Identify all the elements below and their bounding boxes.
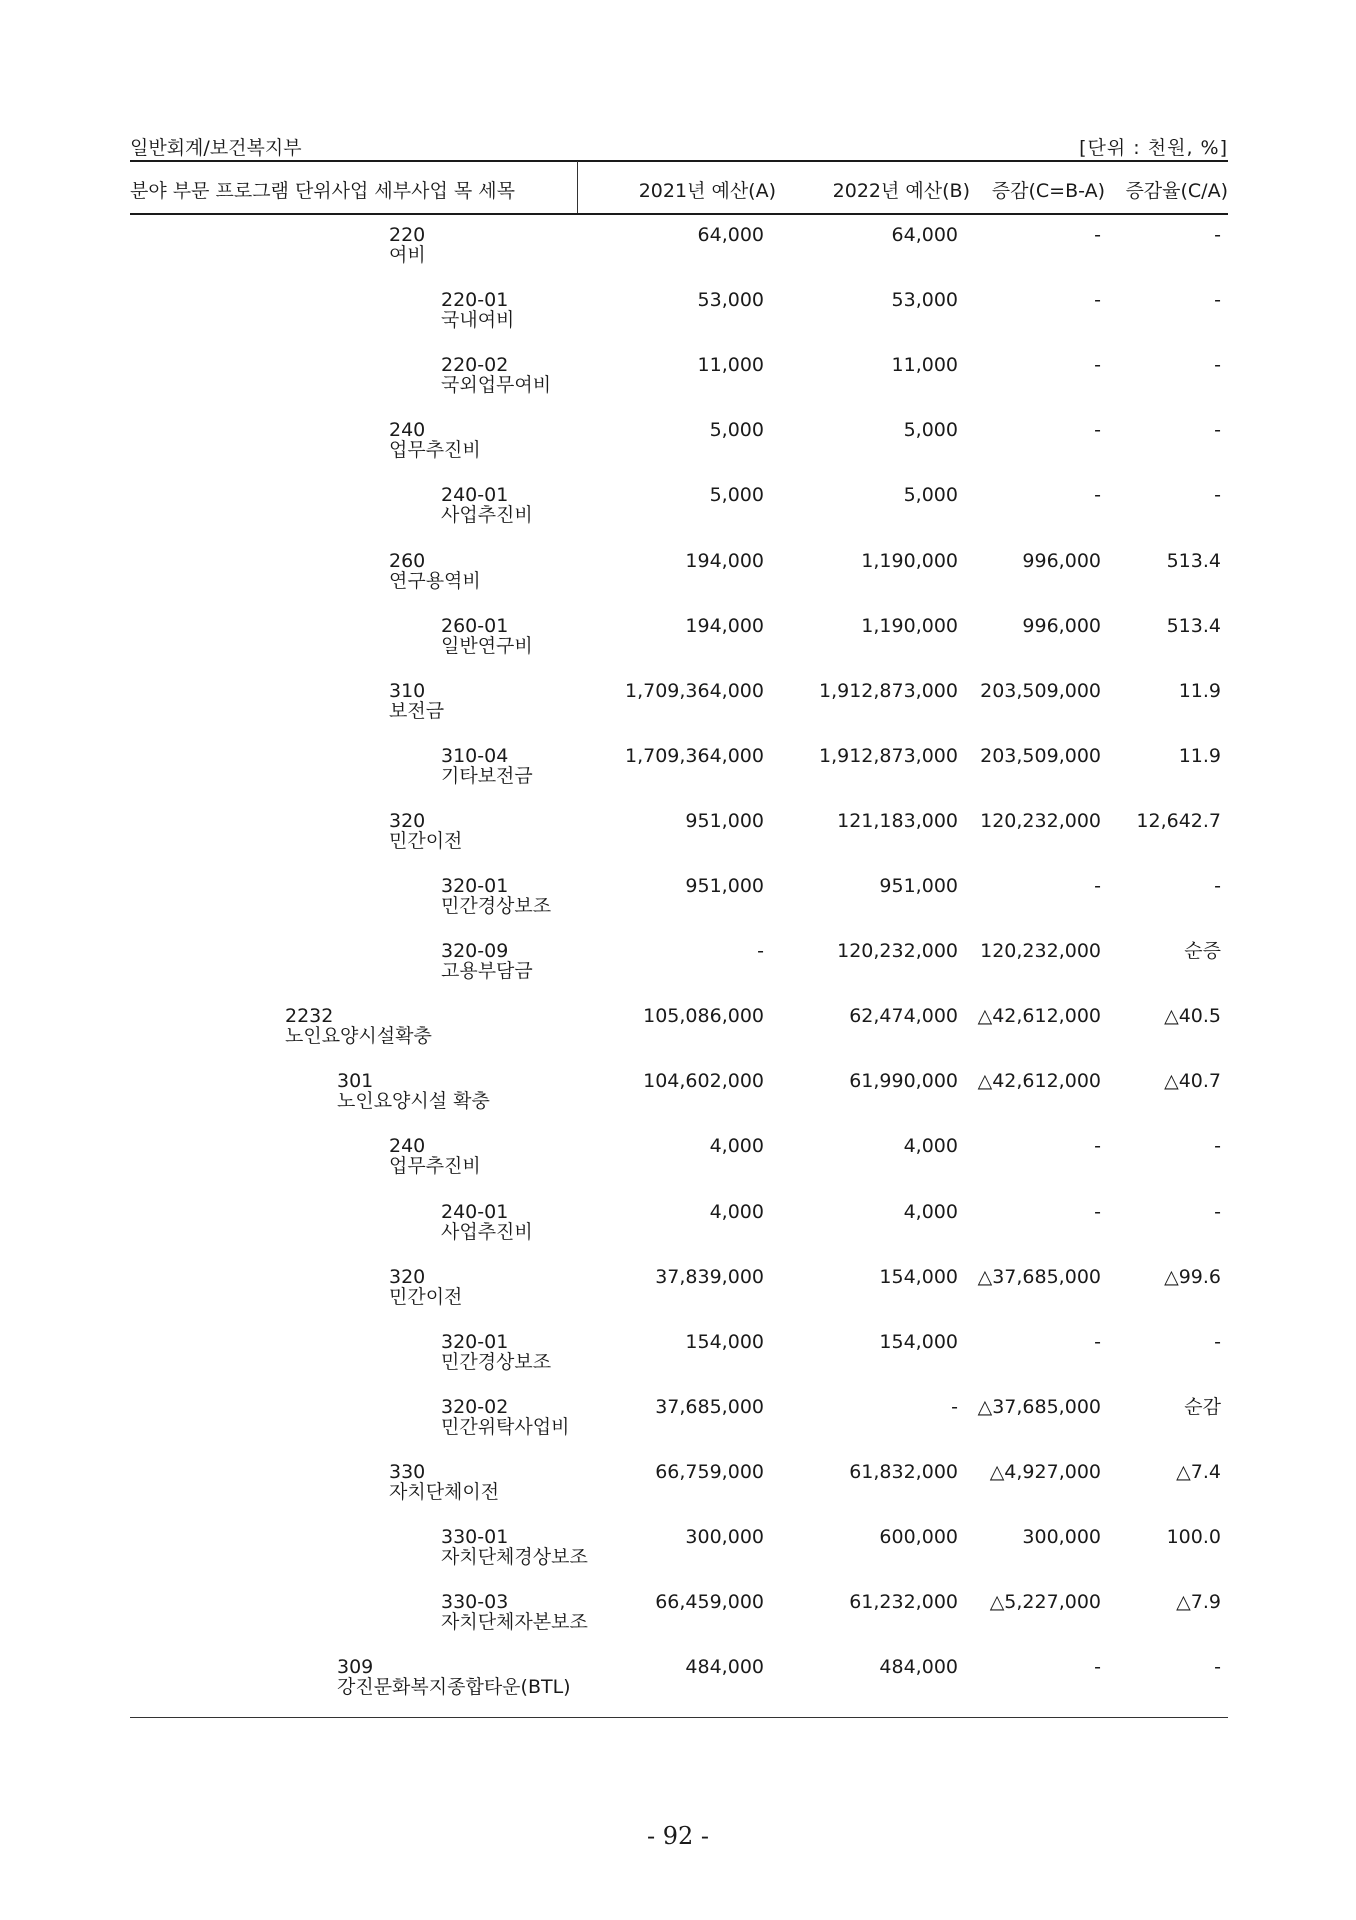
row-name: 업무추진비 [389,439,481,461]
row-change: 996,000 [1022,615,1101,637]
table-row [0,1006,1356,1056]
table-row [0,485,1356,535]
table-row [0,355,1356,405]
row-change: △37,685,000 [977,1266,1101,1288]
row-change-rate: - [1214,1201,1221,1223]
table-row [0,876,1356,926]
row-budget-2022: 154,000 [879,1331,958,1353]
table-row [0,681,1356,731]
table-row [0,225,1356,275]
row-change: 120,232,000 [980,810,1101,832]
row-name: 민간이전 [389,1286,463,1308]
row-budget-2021: 4,000 [709,1201,764,1223]
row-code: 320 [389,810,426,832]
row-budget-2021: 11,000 [697,354,764,376]
row-budget-2021: 104,602,000 [643,1070,764,1092]
row-budget-2022: 64,000 [891,224,958,246]
table-row [0,616,1356,666]
row-budget-2022: 600,000 [879,1526,958,1548]
table-row [0,1657,1356,1707]
row-change-rate: 순감 [1184,1396,1221,1418]
row-code: 320-09 [441,940,509,962]
row-budget-2021: 951,000 [685,810,764,832]
row-change-rate: 513.4 [1166,615,1221,637]
row-code: 240-01 [441,484,509,506]
row-budget-2022: 61,232,000 [849,1591,958,1613]
row-change-rate: - [1214,224,1221,246]
row-change-rate: △40.7 [1164,1070,1221,1092]
row-budget-2022: 61,990,000 [849,1070,958,1092]
row-change-rate: - [1214,1331,1221,1353]
row-budget-2021: 4,000 [709,1135,764,1157]
row-change-rate: 11.9 [1178,745,1221,767]
row-name: 기타보전금 [441,765,533,787]
column-header-category: 분야 부문 프로그램 단위사업 세부사업 목 세목 [130,180,515,202]
row-code: 2232 [285,1005,334,1027]
row-budget-2021: 66,759,000 [655,1461,764,1483]
row-code: 240-01 [441,1201,509,1223]
row-change: - [1094,875,1101,897]
row-budget-2021: 64,000 [697,224,764,246]
header-rule [130,213,1228,215]
row-budget-2022: 951,000 [879,875,958,897]
row-budget-2022: 4,000 [903,1135,958,1157]
row-name: 자치단체경상보조 [441,1546,588,1568]
row-change: 203,509,000 [980,680,1101,702]
row-change: - [1094,1135,1101,1157]
table-row [0,551,1356,601]
row-name: 사업추진비 [441,1221,533,1243]
row-budget-2022: 53,000 [891,289,958,311]
table-row [0,1592,1356,1642]
top-rule [130,160,1228,162]
row-budget-2022: 61,832,000 [849,1461,958,1483]
row-name: 연구용역비 [389,570,481,592]
page-number: - 92 - [646,1822,709,1850]
row-name: 민간위탁사업비 [441,1416,570,1438]
row-budget-2021: 154,000 [685,1331,764,1353]
row-change-rate: - [1214,354,1221,376]
row-budget-2021: 484,000 [685,1656,764,1678]
row-change: - [1094,354,1101,376]
row-name: 민간경상보조 [441,1351,552,1373]
row-change-rate: - [1214,289,1221,311]
row-budget-2021: 194,000 [685,550,764,572]
column-header-2021: 2021년 예산(A) [638,180,776,202]
row-change-rate: - [1214,1135,1221,1157]
table-row [0,941,1356,991]
row-change-rate: - [1214,1656,1221,1678]
row-budget-2022: - [951,1396,958,1418]
row-name: 사업추진비 [441,504,533,526]
row-budget-2021: 1,709,364,000 [624,745,764,767]
row-code: 309 [337,1656,374,1678]
bottom-rule [130,1717,1228,1718]
column-header-rate: 증감율(C/A) [1125,180,1228,202]
row-budget-2022: 121,183,000 [837,810,958,832]
row-name: 민간이전 [389,830,463,852]
row-name: 여비 [389,244,426,266]
row-change-rate: 513.4 [1166,550,1221,572]
row-code: 220-02 [441,354,509,376]
row-change: 300,000 [1022,1526,1101,1548]
row-budget-2021: 5,000 [709,484,764,506]
row-budget-2021: 37,685,000 [655,1396,764,1418]
row-name: 국외업무여비 [441,374,552,396]
row-name: 민간경상보조 [441,895,552,917]
row-budget-2022: 1,190,000 [861,550,958,572]
row-change: - [1094,1331,1101,1353]
row-code: 260 [389,550,426,572]
row-code: 330-01 [441,1526,509,1548]
table-row [0,811,1356,861]
row-budget-2022: 120,232,000 [837,940,958,962]
table-row [0,1071,1356,1121]
row-change: △5,227,000 [989,1591,1101,1613]
row-code: 320-02 [441,1396,509,1418]
row-change: 996,000 [1022,550,1101,572]
row-budget-2022: 1,912,873,000 [818,680,958,702]
row-code: 320-01 [441,875,509,897]
row-change-rate: △7.4 [1176,1461,1221,1483]
row-budget-2021: 300,000 [685,1526,764,1548]
row-budget-2021: 1,709,364,000 [624,680,764,702]
row-change-rate: △40.5 [1164,1005,1221,1027]
table-row [0,1527,1356,1577]
row-budget-2021: 951,000 [685,875,764,897]
row-change: - [1094,289,1101,311]
header-left: 일반회계/보건복지부 [130,137,302,159]
row-budget-2021: 105,086,000 [643,1005,764,1027]
row-budget-2021: 194,000 [685,615,764,637]
row-budget-2021: 66,459,000 [655,1591,764,1613]
row-code: 260-01 [441,615,509,637]
row-name: 보전금 [389,700,445,722]
table-row [0,1462,1356,1512]
row-budget-2022: 1,190,000 [861,615,958,637]
row-change-rate: - [1214,875,1221,897]
row-code: 310-04 [441,745,509,767]
row-code: 320-01 [441,1331,509,1353]
row-code: 310 [389,680,426,702]
row-name: 노인요양시설 확충 [337,1090,490,1112]
column-header-change: 증감(C=B-A) [991,180,1105,202]
row-change-rate: 12,642.7 [1136,810,1221,832]
row-code: 240 [389,1135,426,1157]
row-budget-2022: 5,000 [903,419,958,441]
row-change-rate: △7.9 [1176,1591,1221,1613]
column-header-2022: 2022년 예산(B) [832,180,970,202]
row-budget-2022: 11,000 [891,354,958,376]
row-change: - [1094,1656,1101,1678]
row-name: 국내여비 [441,309,515,331]
table-row [0,290,1356,340]
row-budget-2021: 53,000 [697,289,764,311]
table-row [0,1267,1356,1317]
row-change: 120,232,000 [980,940,1101,962]
row-code: 301 [337,1070,374,1092]
row-budget-2021: 37,839,000 [655,1266,764,1288]
row-name: 고용부담금 [441,960,533,982]
row-change: △42,612,000 [977,1070,1101,1092]
row-name: 강진문화복지종합타운(BTL) [337,1676,571,1698]
row-change-rate: - [1214,484,1221,506]
row-change: △4,927,000 [989,1461,1101,1483]
row-code: 330 [389,1461,426,1483]
table-row [0,1397,1356,1447]
row-name: 노인요양시설확충 [285,1025,432,1047]
row-change: - [1094,224,1101,246]
row-name: 자치단체자본보조 [441,1611,588,1633]
row-change: - [1094,484,1101,506]
column-header-divider [577,161,578,214]
table-row [0,1136,1356,1186]
row-change-rate: 100.0 [1166,1526,1221,1548]
row-budget-2022: 62,474,000 [849,1005,958,1027]
row-change-rate: 순증 [1184,940,1221,962]
row-change: - [1094,419,1101,441]
row-budget-2021: - [757,940,764,962]
row-change-rate: △99.6 [1164,1266,1221,1288]
row-code: 330-03 [441,1591,509,1613]
row-change: 203,509,000 [980,745,1101,767]
row-budget-2022: 1,912,873,000 [818,745,958,767]
row-name: 자치단체이전 [389,1481,500,1503]
row-change: △42,612,000 [977,1005,1101,1027]
row-code: 320 [389,1266,426,1288]
row-budget-2022: 4,000 [903,1201,958,1223]
row-change: - [1094,1201,1101,1223]
header-unit: [단위 : 천원, %] [1079,137,1228,159]
table-row [0,746,1356,796]
row-name: 일반연구비 [441,635,533,657]
row-name: 업무추진비 [389,1155,481,1177]
row-change-rate: 11.9 [1178,680,1221,702]
row-code: 220-01 [441,289,509,311]
table-row [0,420,1356,470]
row-code: 220 [389,224,426,246]
row-change: △37,685,000 [977,1396,1101,1418]
row-budget-2021: 5,000 [709,419,764,441]
row-budget-2022: 154,000 [879,1266,958,1288]
row-budget-2022: 484,000 [879,1656,958,1678]
table-row [0,1332,1356,1382]
table-row [0,1202,1356,1252]
row-budget-2022: 5,000 [903,484,958,506]
row-code: 240 [389,419,426,441]
row-change-rate: - [1214,419,1221,441]
